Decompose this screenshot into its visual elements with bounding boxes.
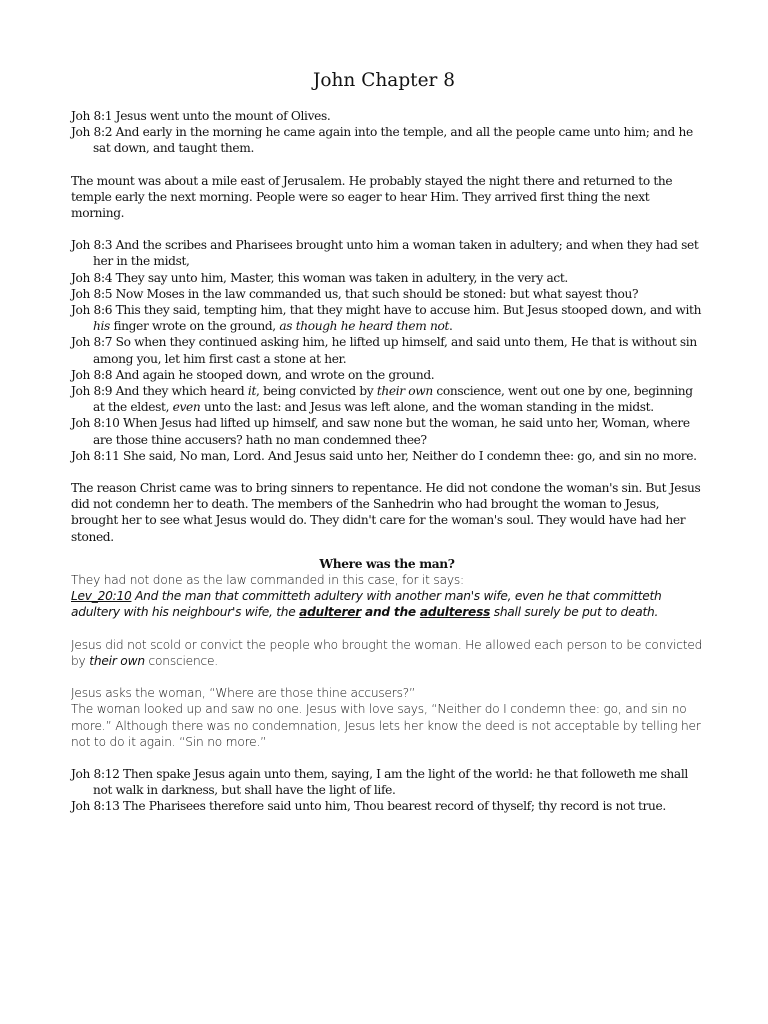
page-title: John Chapter 8 <box>312 70 456 91</box>
law-intro: They had not done as the law commanded in this case, for it says: <box>71 573 464 588</box>
verse <box>71 383 703 415</box>
verse-text: And early in the morning he came again into the temple, and all the people came unto him; and he sat down, and taught them. <box>93 125 693 156</box>
verse <box>71 415 703 447</box>
verse-text: She said, No man, Lord. And Jesus said unto her, Neither do I condemn thee: go, and sin no more. <box>123 448 697 463</box>
verse-ref: Joh 8:13 <box>71 799 120 814</box>
verse <box>71 270 703 286</box>
section-subheading: Where was the man? <box>319 556 455 571</box>
verse-text: finger wrote on the ground, <box>109 319 280 334</box>
verse-group <box>71 237 703 464</box>
verse-ref: Joh 8:2 <box>71 125 113 140</box>
verse-text: This they said, tempting him, that they might have to accuse him. But Jesus stooped down, and with <box>115 303 702 318</box>
verse-text: Then spake Jesus again unto them, saying, I am the light of the world: he that followeth me shall not walk in darkness, but shall have the light of life. <box>93 766 688 798</box>
verse <box>71 448 703 464</box>
verse-text: And the scribes and Pharisees brought unto him a woman taken in adultery; and when they had set her in the midst, <box>93 238 699 269</box>
verse-text: unto the last: and Jesus was left alone, and the woman standing in the midst. <box>200 400 654 415</box>
verse-ref: Joh 8:10 <box>71 416 120 431</box>
verse-text: even <box>172 400 201 415</box>
verse <box>71 334 703 366</box>
scripture-quote: Lev_20:10 And the man that committeth adultery with another man's wife, even he that committeth adultery with his neighbour's wife, the adulterer and the adulteress shall surely be put to death. <box>71 589 662 620</box>
commentary-paragraph: Jesus did not scold or convict the people who brought the woman. He allowed each person to be convicted by their own conscience. <box>71 637 703 668</box>
verse-ref: Joh 8:7 <box>71 335 113 350</box>
verse <box>71 237 703 269</box>
verse <box>71 286 703 302</box>
verse-text: conscience, went out one by one, beginning at the eldest, <box>93 384 693 415</box>
verse-ref: Joh 8:11 <box>71 448 120 463</box>
verse-text: Now Moses in the law commanded us, that such should be stoned: but what sayest thou? <box>115 286 639 301</box>
verse <box>71 108 703 124</box>
verse-text: . <box>449 319 453 334</box>
verse-ref: Joh 8:3 <box>71 238 113 253</box>
verse-text: as though he heard them not <box>279 319 449 334</box>
verse-text: it <box>247 384 257 399</box>
verse <box>71 124 703 156</box>
verse <box>71 798 703 814</box>
commentary-paragraph: The mount was about a mile east of Jerusalem. He probably stayed the night there and returned to the temple early the next morning. People were so eager to hear Him. They arrived first thing the next morning. <box>71 173 673 221</box>
verse-ref: Joh 8:9 <box>71 384 113 399</box>
verse <box>71 302 703 334</box>
verse-text: And they which heard <box>115 384 248 399</box>
verse-text: And again he stooped down, and wrote on the ground. <box>115 367 435 382</box>
verse-text: So when they continued asking him, he lifted up himself, and said unto them, He that is without sin among you, let him first cast a stone at her. <box>93 335 697 366</box>
verse <box>71 367 703 383</box>
verse-text: When Jesus had lifted up himself, and saw none but the woman, he said unto her, Woman, where are those thine accusers? hath no man condemned thee? <box>93 416 690 447</box>
scripture-reference-link[interactable]: Lev_20:10 <box>71 589 132 604</box>
verse-ref: Joh 8:1 <box>71 109 113 123</box>
verse-text: their own <box>376 384 433 399</box>
verse-ref: Joh 8:5 <box>71 286 113 301</box>
commentary-paragraph: The reason Christ came was to bring sinners to repentance. He did not condone the woman's sin. But Jesus did not condemn her to death. The members of the Sanhedrin who had brought the woman to Jesus, brought her to see what Jesus would do. They didn't care for the woman's soul. They would have had her stoned. <box>71 481 701 544</box>
commentary-paragraph: Jesus asks the woman, “Where are those thine accusers?” The woman looked up and saw no one. Jesus with love says, “Neither do I condemn thee: go, and sin no more.” Although there was no condemnation, Jesus lets her know the deed is not acceptable by telling her not to do it again. “Sin no more.” <box>71 686 701 749</box>
verse-text: They say unto him, Master, this woman was taken in adultery, in the very act. <box>115 270 568 285</box>
verse-ref: Joh 8:4 <box>71 270 113 285</box>
verse-ref: Joh 8:8 <box>71 367 113 382</box>
verse-group <box>71 108 703 157</box>
verse-text: his <box>93 319 110 334</box>
verse-text: , being convicted by <box>256 384 377 399</box>
verse-text: Jesus went unto the mount of Olives. <box>115 109 331 123</box>
verse-ref: Joh 8:12 <box>71 766 120 781</box>
verse-ref: Joh 8:6 <box>71 303 113 318</box>
verse-group <box>71 766 703 815</box>
verse <box>71 766 703 798</box>
verse-text: The Pharisees therefore said unto him, Thou bearest record of thyself; thy record is not true. <box>123 799 666 814</box>
document-body <box>71 108 703 815</box>
